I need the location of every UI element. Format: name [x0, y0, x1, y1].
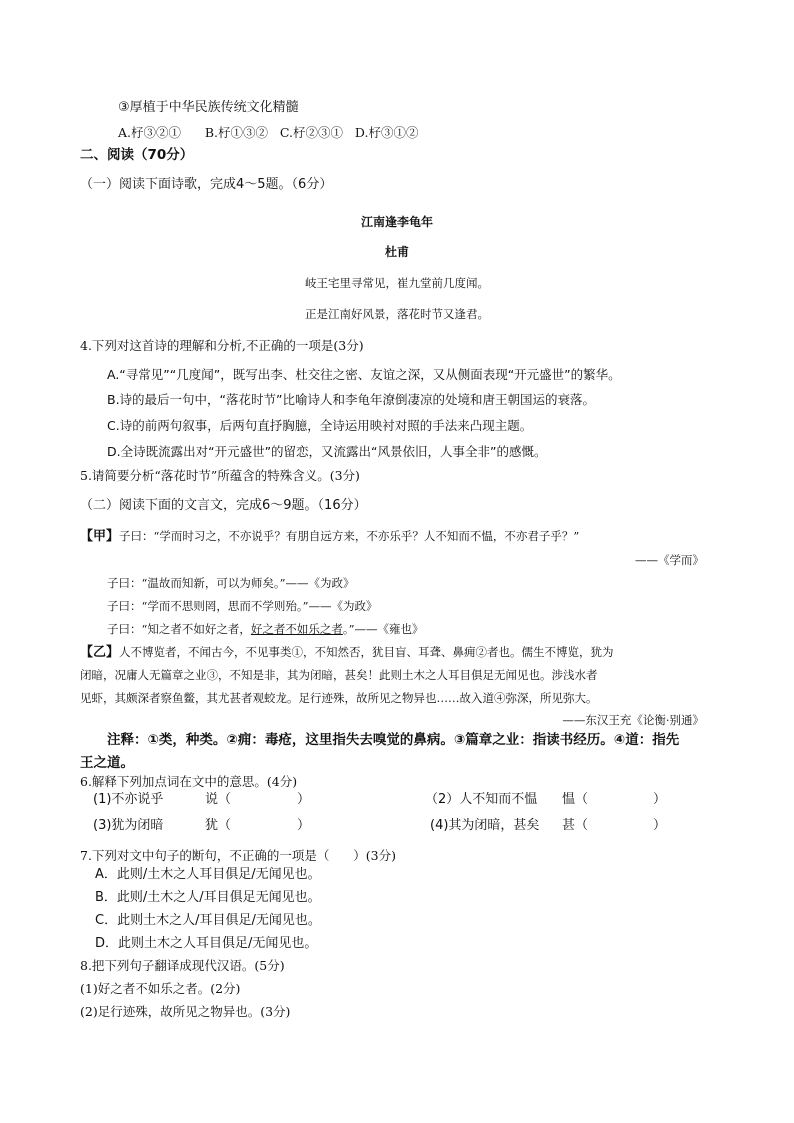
yi-line-2: 闭暗，况庸人无篇章之业③，不知是非，其为闭暗，甚矣！此则土木之人耳目俱足无闻见也。涉浅水者: [80, 668, 598, 682]
jia-line-4: [107, 620, 424, 638]
jia-line-2: 子曰：“温故而知新，可以为师矣。”——《为政》: [107, 576, 355, 590]
q5-stem: 5.请简要分析“落花时节”所蕴含的特殊含义。(3分): [80, 468, 360, 483]
q8-stem: 8.把下列句子翻译成现代汉语。(5分): [80, 958, 285, 973]
q4-option-a: A.“寻常见”“几度闻”，既写出李、杜交往之密、友谊之深，又从侧面表现“开元盛世”的繁华。: [107, 367, 621, 382]
jia-line-3: 子曰：“学而不思则罔，思而不学则殆。”——《为政》: [107, 599, 378, 613]
yi-line-3: 见虾，其颇深者察鱼鳖，其尤甚者观蛟龙。足行迹殊，故所见之物异也……故入道④弥深，所见弥大。: [80, 691, 598, 705]
poem-line-1: 岐王宅里寻常见，崔九堂前几度闻。: [305, 276, 489, 290]
q6-item-4-close: ）: [653, 818, 667, 833]
q6-item-2-close: ）: [653, 792, 667, 807]
q7-option-b: B．此则/土木之人/耳目俱足无闻见也。: [95, 890, 321, 905]
yi-source: ——东汉王充《论衡·别通》: [562, 713, 704, 727]
jia-line-4-post: 。”——《雍也》: [342, 622, 424, 636]
yi-line-1: [80, 643, 614, 662]
part1-intro: （一）阅读下面诗歌，完成4～5题。（6分）: [80, 177, 333, 192]
q7-option-d: D．此则土木之人耳目俱足/无闻见也。: [95, 936, 318, 951]
q8-sentence-1: (1)好之者不如乐之者。(2分): [80, 981, 241, 996]
q6-item-4: (4)其为闭暗，甚矣: [430, 818, 540, 833]
notes-line-1: 注释：①类，种类。②痈：毒疮，这里指失去嗅觉的鼻病。③篇章之业：指读书经历。④道：指先: [107, 732, 680, 748]
q3-options: A.杍③②① B.杍①③② C.杍②③① D.杍③①②: [118, 125, 419, 140]
q6-item-1: (1)不亦说乎: [93, 792, 164, 807]
yi-label: 【乙】: [80, 645, 120, 660]
jia-label: 【甲】: [80, 529, 120, 544]
jia-source-1: ——《学而》: [635, 553, 704, 567]
jia-line-4-pre: 子曰：“知之者不如好之者，: [107, 622, 251, 636]
q6-item-4-word: 甚（: [562, 818, 589, 833]
q4-option-b: B.诗的最后一句中，“落花时节”比喻诗人和李龟年潦倒凄凉的处境和唐王朝国运的衰落。: [107, 392, 596, 407]
jia-underlined-sentence: 好之者不如乐之者: [250, 622, 343, 636]
q6-item-3-close: ）: [297, 818, 311, 833]
part2-intro: （二）阅读下面的文言文，完成6～9题。（16分）: [80, 498, 367, 513]
jia-text-1: 子曰：“学而时习之，不亦说乎？有朋自远方来，不亦乐乎？人不知而不愠，不亦君子乎？”: [119, 529, 580, 543]
jia-line-1: [80, 527, 579, 546]
yi-text-1: 人不博览者，不闻古今，不见事类①，不知然否，犹目盲、耳聋、鼻痈②者也。儒生不博览，犹为: [119, 645, 614, 659]
q7-stem: 7.下列对文中句子的断句，不正确的一项是（ ）(3分): [80, 848, 396, 863]
q6-item-2: （2）人不知而不愠: [425, 792, 538, 807]
section-heading: 二、阅读（70分）: [80, 147, 194, 163]
poem-title: 江南逢李龟年: [360, 215, 433, 229]
q6-item-1-close: ）: [297, 792, 311, 807]
q6-item-3-word: 犹（: [205, 818, 232, 833]
q7-option-a: A．此则/土木之人耳目俱足/无闻见也。: [95, 867, 321, 882]
poem-line-2: 正是江南好风景，落花时节又逢君。: [305, 307, 489, 321]
q4-option-d: D.全诗既流露出对“开元盛世”的留恋，又流露出“风景依旧，人事全非”的感慨。: [107, 444, 547, 459]
q6-stem: 6.解释下列加点词在文中的意思。(4分): [80, 774, 298, 789]
q6-item-1-word: 说（: [205, 792, 232, 807]
notes-line-2: 王之道。: [80, 755, 134, 771]
q7-option-c: C．此则土木之人/耳目俱足/无闻见也。: [95, 913, 321, 928]
q6-item-3: (3)犹为闭暗: [93, 818, 164, 833]
poem-author: 杜甫: [384, 245, 409, 259]
q3-item3: ③厚植于中华民族传统文化精髓: [118, 100, 299, 115]
q4-stem: 4.下列对这首诗的理解和分析,不正确的一项是(3分): [80, 338, 364, 353]
q6-item-2-word: 愠（: [562, 792, 589, 807]
q4-option-c: C.诗的前两句叙事，后两句直抒胸臆，全诗运用映衬对照的手法来凸现主题。: [107, 418, 533, 433]
q8-sentence-2: (2)足行迹殊，故所见之物异也。(3分): [80, 1004, 291, 1019]
